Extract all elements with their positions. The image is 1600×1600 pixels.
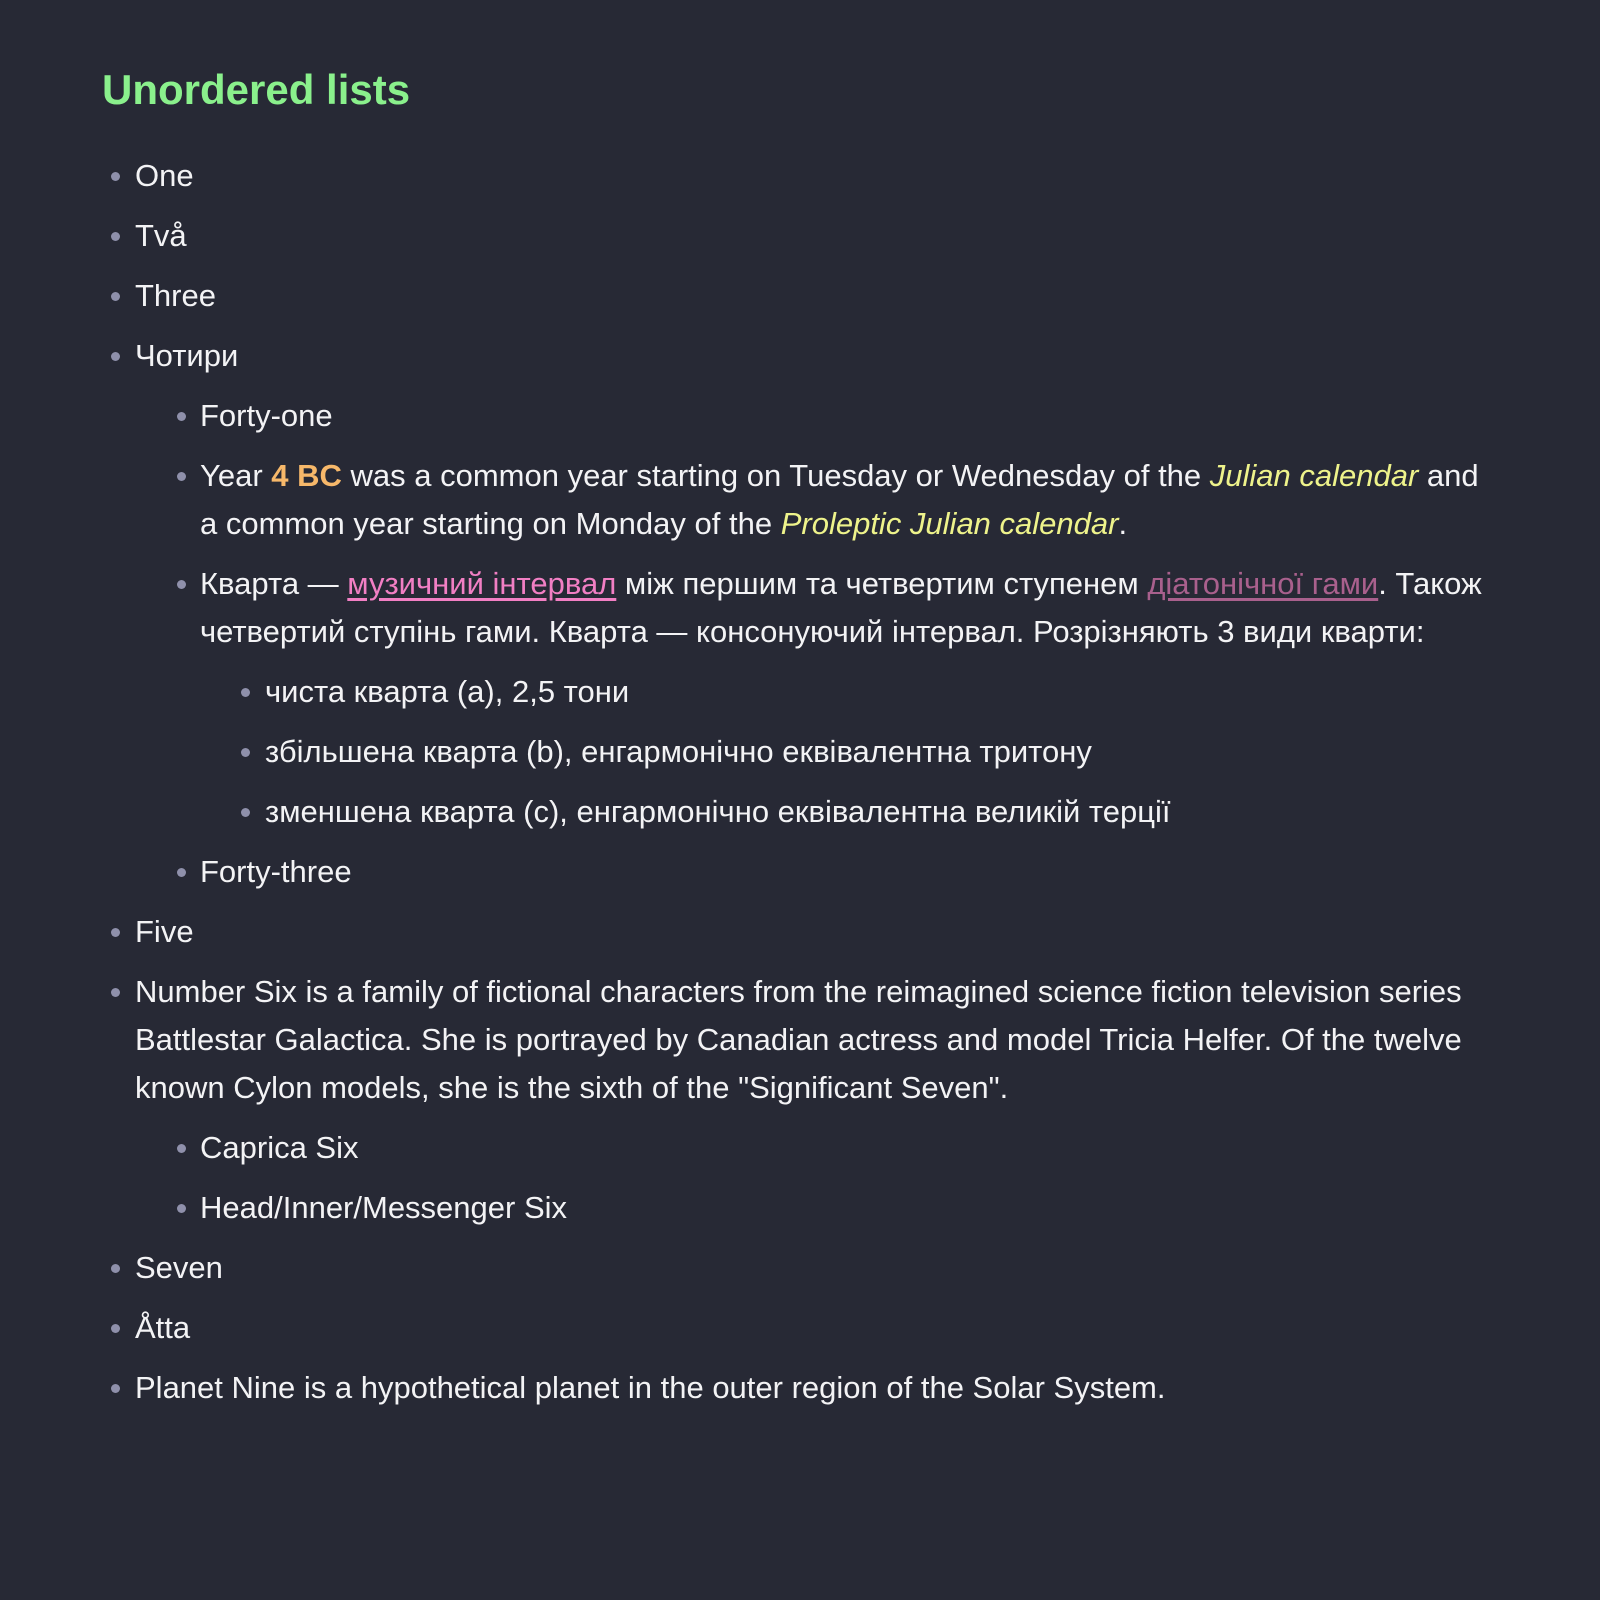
bullet-icon: [111, 1264, 120, 1273]
bullet-icon: [111, 172, 120, 181]
bullet-icon: [177, 412, 186, 421]
list-item: Five: [102, 908, 1502, 956]
list-item: Forty-three: [168, 848, 1502, 896]
unordered-list: [102, 152, 1502, 1412]
emphasis-text: Proleptic Julian calendar: [780, 506, 1119, 541]
list-item: One: [102, 152, 1502, 200]
list-item: Planet Nine is a hypothetical planet in the outer region of the Solar System.: [102, 1364, 1502, 1412]
list-item: Forty-one: [168, 392, 1502, 440]
list-item: Year 4 BC was a common year starting on Tuesday or Wednesday of the Julian calendar and a common year starting on Monday of the Proleptic Julian calendar.: [168, 452, 1502, 548]
bullet-icon: [241, 748, 250, 757]
list-item: Två: [102, 212, 1502, 260]
link-musical-interval[interactable]: музичний інтервал: [347, 566, 617, 601]
page-title: Unordered lists: [102, 66, 411, 113]
list-item: Number Six is a family of fictional characters from the reimagined science fiction television series Battlestar Galactica. She is portrayed by Canadian actress and model Tricia Helfer. Of the twelve known Cylon models, she is the sixth of the "Significant Seven". Caprica Six Head/Inner/Messenger Six: [102, 968, 1502, 1232]
nested-list: [168, 1124, 1502, 1232]
bullet-icon: [241, 808, 250, 817]
emphasis-text: Julian calendar: [1209, 458, 1419, 493]
bullet-icon: [241, 688, 250, 697]
bullet-icon: [111, 1324, 120, 1333]
bullet-icon: [177, 1204, 186, 1213]
nested-list: [232, 668, 1502, 836]
list-item: збільшена кварта (b), енгармонічно еквівалентна тритону: [232, 728, 1502, 776]
list-item: Head/Inner/Messenger Six: [168, 1184, 1502, 1232]
bullet-icon: [177, 472, 186, 481]
bullet-icon: [111, 988, 120, 997]
nested-list: [168, 392, 1502, 896]
bullet-icon: [111, 292, 120, 301]
bullet-icon: [111, 352, 120, 361]
bullet-icon: [177, 1144, 186, 1153]
list-item: Åtta: [102, 1304, 1502, 1352]
list-item: зменшена кварта (c), енгармонічно еквівалентна великій терції: [232, 788, 1502, 836]
list-item: Кварта — музичний інтервал між першим та четвертим ступенем діатонічної гами. Також четвертий ступінь гами. Кварта — консонуючий інтервал. Розрізняють 3 види кварти: чиста кварта (a), 2,5 тони збільшена кварта (b), енгармонічно еквівалентна тритону зменшена кварта (c), енгармонічно еквівалентна великій терції: [168, 560, 1502, 836]
document: [102, 58, 1502, 1424]
bullet-icon: [177, 580, 186, 589]
strong-text: 4 BC: [271, 458, 342, 493]
bullet-icon: [177, 868, 186, 877]
list-item: чиста кварта (a), 2,5 тони: [232, 668, 1502, 716]
bullet-icon: [111, 928, 120, 937]
list-item: Чотири Forty-one Year 4 BC was a common year starting on Tuesday or Wednesday of the Julian calendar and a common year starting on Monday of the Proleptic Julian calendar. Кварта — музичний інтервал між першим та четвертим ступенем діатонічної гами. Також четвертий ступінь гами. Кварта — консонуючий інтервал. Розрізняють 3 види кварти: чиста кварта (a), 2,5 тони збільшена кварта (b), енгармонічно еквівалентна тритону зменшена кварта (c), енгармонічно еквівалентна великій терції Forty-three: [102, 332, 1502, 896]
list-item: Caprica Six: [168, 1124, 1502, 1172]
list-item: Three: [102, 272, 1502, 320]
bullet-icon: [111, 232, 120, 241]
link-diatonic-scale[interactable]: діатонічної гами: [1147, 566, 1379, 601]
list-item: Seven: [102, 1244, 1502, 1292]
bullet-icon: [111, 1384, 120, 1393]
